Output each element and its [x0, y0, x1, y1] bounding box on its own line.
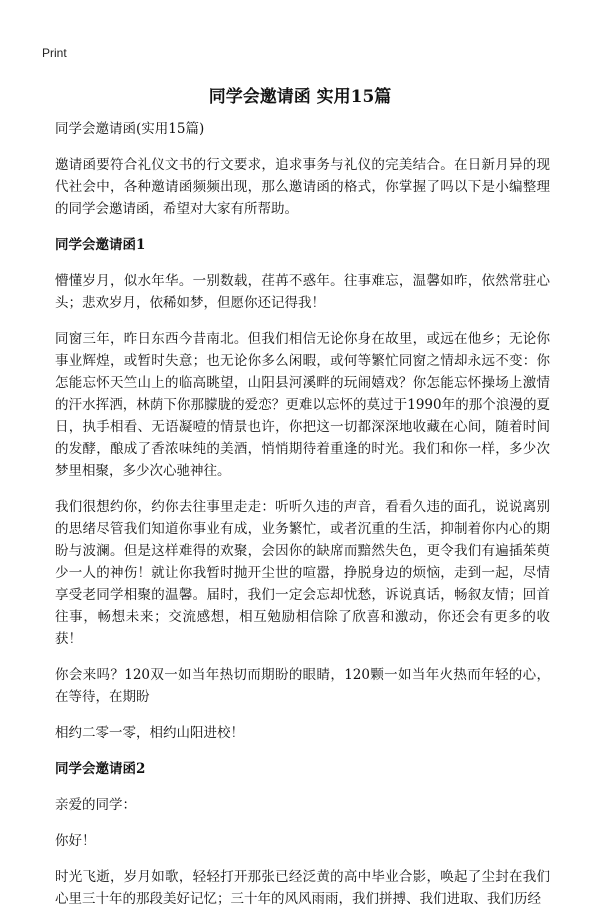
section-heading-2: 同学会邀请函2	[55, 761, 146, 777]
page-title: 同学会邀请函 实用15篇	[208, 87, 392, 107]
document-subtitle: 同学会邀请函(实用15篇)	[55, 121, 205, 137]
section1-paragraph: 我们很想约你，约你去往事里走走：听听久违的声音，看看久违的面孔，说说离别的思绪尽管我们知道你事业有成，业务繁忙，或者沉重的生活，抑制着你内心的期盼与波澜。但是这样难得的欢聚，会因你的缺席而黯然失色，更令我们有遍插茱萸少一人的神伤！就让你我暂时抛开尘世的喧嚣，挣脱身边的烦恼，走到一起，尽情享受老同学相聚的温馨。届时，我们一定会忘却忧愁，诉说真话，畅叙友情；回首往事，畅想未来；交流感想，相互勉励相信除了欣喜和激动，你还会有更多的收获！	[55, 499, 550, 647]
section2-paragraph: 时光飞逝，岁月如歌，轻轻打开那张已经泛黄的高中毕业合影，唤起了尘封在我们心里三十年的那段美好记忆；三十年的风风雨雨，我们拼搏、我们进取、我们历经	[55, 869, 550, 907]
intro-paragraph: 邀请函要符合礼仪文书的行文要求，追求事务与礼仪的完美结合。在日新月异的现代社会中，各种邀请函频频出现，那么邀请函的格式，你掌握了吗以下是小编整理的同学会邀请函，希望对大家有所帮助。	[55, 157, 550, 217]
section2-paragraph: 亲爱的同学：	[55, 797, 136, 813]
section1-paragraph: 懵懂岁月，似水年华。一别数载，荏苒不惑年。往事难忘，温馨如昨，依然常驻心头；悲欢岁月，依稀如梦，但愿你还记得我！	[55, 273, 550, 311]
document-body	[55, 118, 550, 924]
print-label: Print	[42, 46, 67, 60]
section1-paragraph: 同窗三年，昨日东西今昔南北。但我们相信无论你身在故里，或远在他乡；无论你事业辉煌，或暂时失意；也无论你多么闲暇，或何等繁忙同窗之情却永远不变：你怎能忘怀天竺山上的临高眺望，山阳县河溪畔的玩闹嬉戏？你怎能忘怀操场上激情的汗水挥洒，林荫下你那朦胧的爱恋？更难以忘怀的莫过于1990年的那个浪漫的夏日，执手相看、无语凝噎的情景也许，你把这一切都深深地收藏在心间，随着时间的发酵，酿成了香浓味纯的美酒，悄悄期待着重逢的时光。我们和你一样，多少次梦里相聚，多少次心驰神往。	[55, 331, 550, 479]
section1-paragraph: 相约二零一零，相约山阳进校！	[55, 725, 244, 741]
section-heading-1: 同学会邀请函1	[55, 237, 146, 253]
section2-paragraph: 你好！	[55, 833, 96, 849]
section1-paragraph: 你会来吗？120双一如当年热切而期盼的眼睛，120颗一如当年火热而年轻的心，在等待，在期盼	[55, 667, 550, 705]
